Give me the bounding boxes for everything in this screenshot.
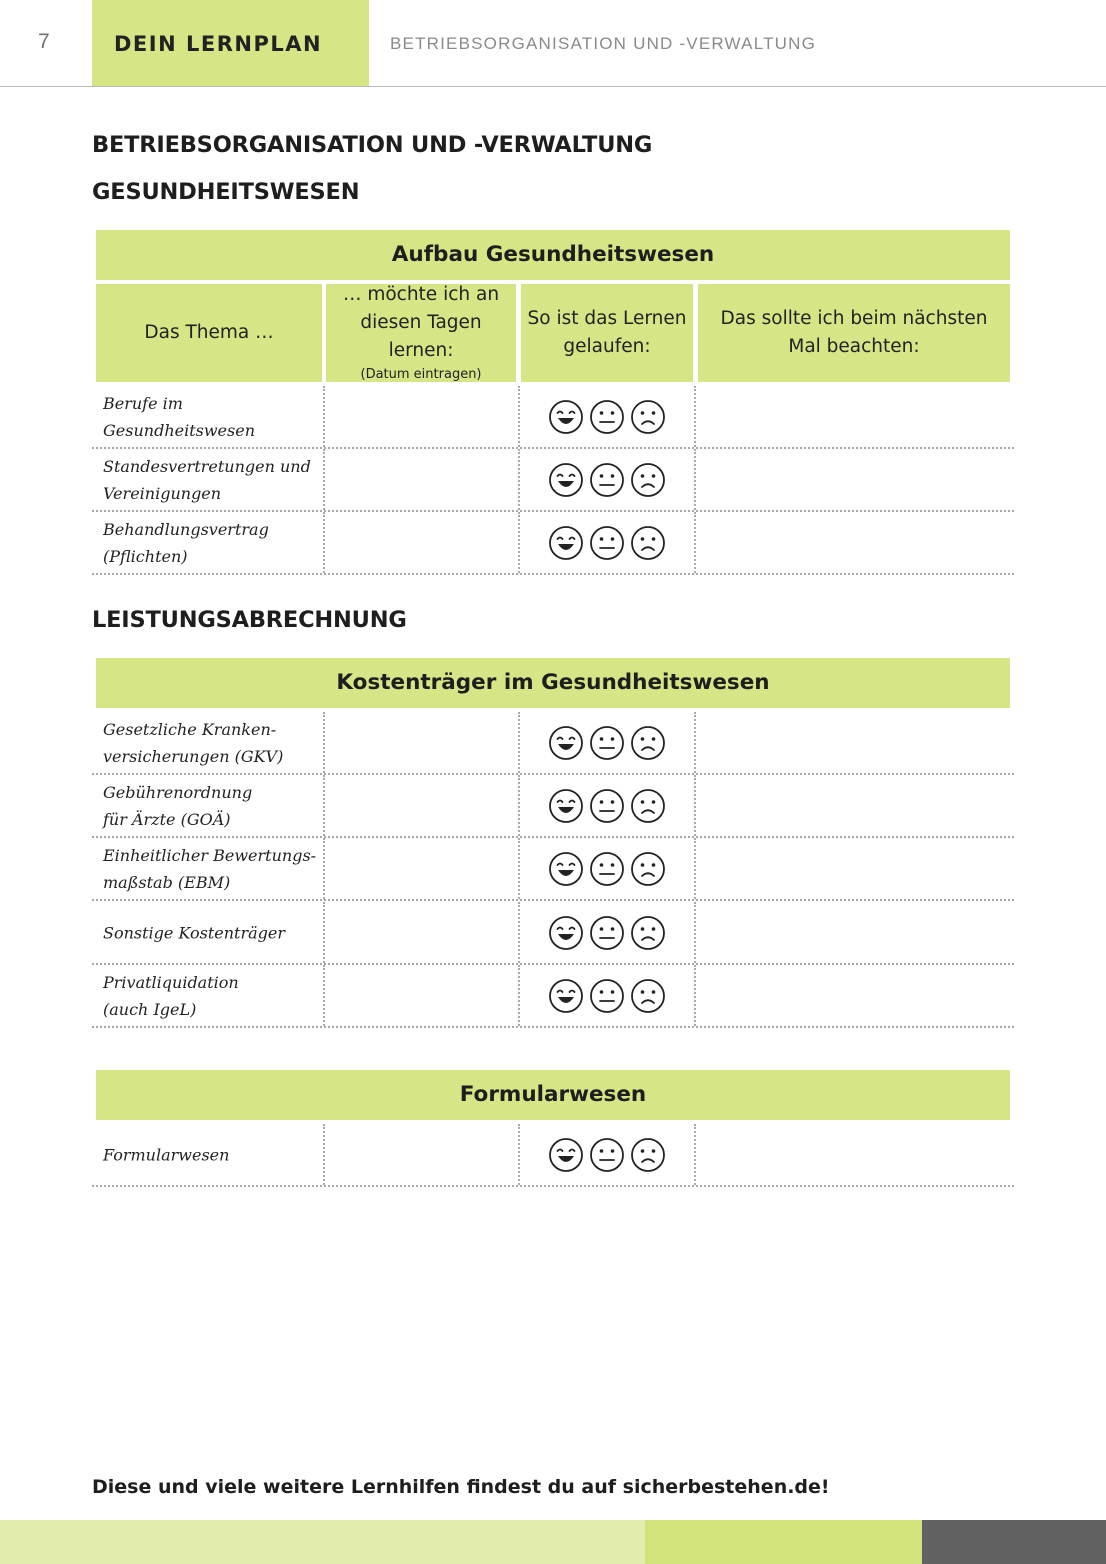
column-header-beachten-label: Das sollte ich beim nächsten Mal beachten: [720,308,988,357]
notes-entry-cell[interactable] [697,965,1014,1026]
sad-face-icon[interactable] [630,725,666,761]
rating-faces [548,725,666,761]
date-entry-cell[interactable] [326,386,516,447]
sad-face-icon[interactable] [630,915,666,951]
footer-bar-dark [922,1520,1106,1564]
rating-faces [548,525,666,561]
rating-faces [548,978,666,1014]
date-entry-cell[interactable] [326,449,516,510]
date-entry-cell[interactable] [326,838,516,899]
notes-entry-cell[interactable] [697,1124,1014,1185]
column-divider [694,965,696,1026]
section-heading-leistungsabrechnung: LEISTUNGSABRECHNUNG [92,607,407,633]
column-header-thema [96,284,322,382]
notes-entry-cell[interactable] [697,838,1014,899]
column-header-lernen-label: So ist das Lernen gelaufen: [527,308,687,357]
notes-entry-cell[interactable] [697,902,1014,963]
column-header-tage-label: … möchte ich an diesen Tagen lernen: [342,284,500,361]
date-entry-cell[interactable] [326,512,516,573]
column-header-tage-hint: (Datum eintragen) [360,367,482,382]
column-divider [694,712,696,773]
page-header [0,0,1106,87]
topic-label: Formularwesen [103,1145,230,1164]
column-divider [518,775,520,836]
topic-label: Sonstige Kostenträger [103,923,285,942]
column-header-thema-label: Das Thema … [144,322,274,343]
rating-faces [548,1137,666,1173]
header-tag-label: DEIN LERNPLAN [114,32,323,56]
neutral-face-icon[interactable] [589,788,625,824]
footer-text: Diese und viele weitere Lernhilfen findest du auf sicherbestehen.de! [92,1476,830,1498]
table-row [92,712,1014,775]
footer-bar-light [0,1520,645,1564]
header-tag [92,0,369,86]
neutral-face-icon[interactable] [589,915,625,951]
happy-face-icon[interactable] [548,399,584,435]
rating-faces [548,399,666,435]
footer-bar-accent [645,1520,922,1564]
notes-entry-cell[interactable] [697,775,1014,836]
neutral-face-icon[interactable] [589,525,625,561]
column-divider [518,1124,520,1185]
happy-face-icon[interactable] [548,1137,584,1173]
column-divider [518,512,520,573]
happy-face-icon[interactable] [548,978,584,1014]
table-row [92,512,1014,575]
column-divider [323,838,325,899]
column-divider [694,902,696,963]
table-row [92,838,1014,901]
rating-faces [548,788,666,824]
neutral-face-icon[interactable] [589,978,625,1014]
table-row [92,965,1014,1028]
column-header-lernen [521,284,693,382]
column-divider [694,512,696,573]
column-divider [694,386,696,447]
header-subtitle: BETRIEBSORGANISATION UND -VERWALTUNG [390,34,817,53]
column-divider [323,449,325,510]
topic-label: Berufe im Gesundheitswesen [103,393,255,440]
sad-face-icon[interactable] [630,399,666,435]
happy-face-icon[interactable] [548,851,584,887]
table1-title: Aufbau Gesundheitswesen [96,230,1010,280]
column-divider [323,902,325,963]
table-row [92,1124,1014,1187]
date-entry-cell[interactable] [326,965,516,1026]
sad-face-icon[interactable] [630,788,666,824]
table2-title: Kostenträger im Gesundheitswesen [96,658,1010,708]
happy-face-icon[interactable] [548,462,584,498]
column-header-tage [326,284,516,382]
column-divider [518,965,520,1026]
topic-label: Privatliquidation (auch IgeL) [103,972,239,1019]
date-entry-cell[interactable] [326,775,516,836]
topic-label: Einheitlicher Bewertungs- maßstab (EBM) [103,845,317,892]
neutral-face-icon[interactable] [589,1137,625,1173]
column-divider [323,965,325,1026]
column-divider [694,1124,696,1185]
date-entry-cell[interactable] [326,1124,516,1185]
notes-entry-cell[interactable] [697,712,1014,773]
column-divider [323,712,325,773]
column-divider [518,449,520,510]
date-entry-cell[interactable] [326,712,516,773]
sad-face-icon[interactable] [630,978,666,1014]
topic-label: Behandlungsvertrag (Pflichten) [103,519,269,566]
table-row [92,775,1014,838]
column-divider [323,775,325,836]
neutral-face-icon[interactable] [589,851,625,887]
neutral-face-icon[interactable] [589,462,625,498]
sad-face-icon[interactable] [630,525,666,561]
table3-title: Formularwesen [96,1070,1010,1120]
notes-entry-cell[interactable] [697,386,1014,447]
column-divider [518,902,520,963]
date-entry-cell[interactable] [326,902,516,963]
column-divider [323,512,325,573]
section-heading-gesundheitswesen: GESUNDHEITSWESEN [92,179,360,205]
main-heading: BETRIEBSORGANISATION UND -VERWALTUNG [92,132,653,158]
column-header-beachten [698,284,1010,382]
column-divider [694,838,696,899]
column-divider [323,386,325,447]
column-divider [694,449,696,510]
neutral-face-icon[interactable] [589,725,625,761]
column-divider [518,386,520,447]
table-row [92,386,1014,449]
happy-face-icon[interactable] [548,525,584,561]
column-divider [323,1124,325,1185]
sad-face-icon[interactable] [630,851,666,887]
column-divider [518,712,520,773]
sad-face-icon[interactable] [630,1137,666,1173]
happy-face-icon[interactable] [548,915,584,951]
rating-faces [548,915,666,951]
topic-label: Gebührenordnung für Ärzte (GOÄ) [103,782,253,829]
happy-face-icon[interactable] [548,788,584,824]
sad-face-icon[interactable] [630,462,666,498]
topic-label: Gesetzliche Kranken- versicherungen (GKV) [103,719,284,766]
happy-face-icon[interactable] [548,725,584,761]
page-number: 7 [38,30,50,53]
column-divider [518,838,520,899]
rating-faces [548,462,666,498]
notes-entry-cell[interactable] [697,512,1014,573]
table-row [92,449,1014,512]
topic-label: Standesvertretungen und Vereinigungen [103,456,311,503]
neutral-face-icon[interactable] [589,399,625,435]
rating-faces [548,851,666,887]
table-row [92,902,1014,965]
notes-entry-cell[interactable] [697,449,1014,510]
column-divider [694,775,696,836]
